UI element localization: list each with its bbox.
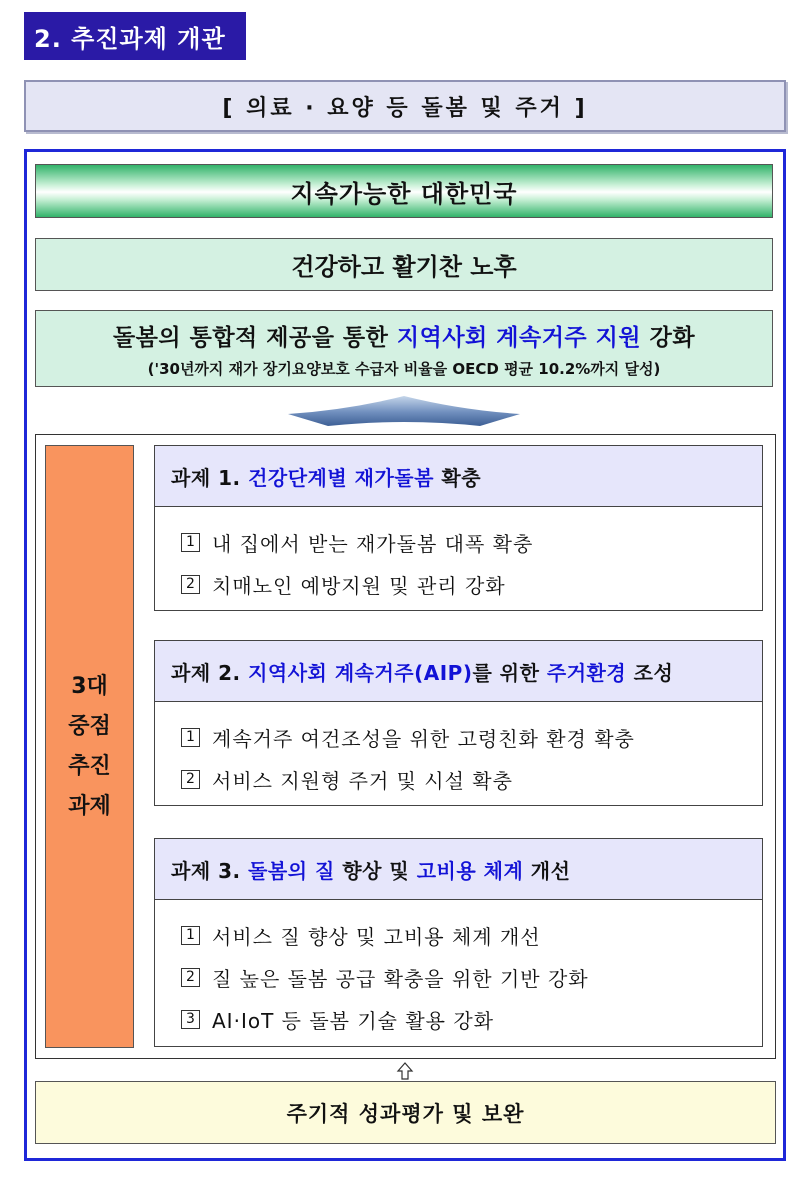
strategy-part1: 돌봄의 통합적 제공을 통한 bbox=[112, 324, 397, 351]
number-box-icon: 1 bbox=[181, 728, 200, 747]
side-label-text: 3대 중점 추진 과제 bbox=[68, 673, 111, 819]
task-1-header bbox=[154, 445, 763, 507]
task-3-seg-0: 돌봄의 질 bbox=[248, 858, 335, 883]
strategy-box bbox=[35, 310, 773, 387]
task-2-seg-3: 조성 bbox=[626, 660, 674, 685]
task-1-seg-0: 건강단계별 재가돌봄 bbox=[248, 465, 434, 490]
number-box-icon: 1 bbox=[181, 926, 200, 945]
number-box-icon: 3 bbox=[181, 1010, 200, 1029]
number-box-icon: 2 bbox=[181, 968, 200, 987]
vision-box: 지속가능한 대한민국 bbox=[35, 164, 773, 218]
task-3-item-1-text: 서비스 질 향상 및 고비용 체계 개선 bbox=[212, 924, 541, 949]
number-box-icon: 2 bbox=[181, 575, 200, 594]
goal-box: 건강하고 활기찬 노후 bbox=[35, 238, 773, 291]
task-3-item-2-text: 질 높은 돌봄 공급 확충을 위한 기반 강화 bbox=[212, 966, 589, 991]
task-2-item-2 bbox=[181, 758, 762, 800]
task-3-item-1 bbox=[181, 914, 762, 956]
task-2-body bbox=[154, 702, 763, 806]
task-3-seg-1: 향상 및 bbox=[334, 858, 417, 883]
task-3-header bbox=[154, 838, 763, 900]
category-bar: [ 의료 · 요양 등 돌봄 및 주거 ] bbox=[24, 80, 786, 132]
task-3-seg-2: 고비용 체계 bbox=[416, 858, 524, 883]
evaluation-bar: 주기적 성과평가 및 보완 bbox=[35, 1081, 776, 1144]
task-2-header bbox=[154, 640, 763, 702]
strategy-subtext: ('30년까지 재가 장기요양보호 수급자 비율을 OECD 평균 10.2%까지 달성) bbox=[147, 359, 661, 378]
task-3-item-3 bbox=[181, 998, 762, 1040]
task-3-prefix: 과제 3. bbox=[171, 858, 249, 883]
task-2-prefix: 과제 2. bbox=[171, 660, 249, 685]
task-1-prefix: 과제 1. bbox=[171, 465, 249, 490]
strategy-line bbox=[113, 319, 695, 352]
hollow-up-arrow-icon bbox=[396, 1062, 414, 1080]
task-2-seg-2: 주거환경 bbox=[546, 660, 627, 685]
strategy-highlight: 지역사회 계속거주 지원 bbox=[396, 324, 642, 351]
task-2-seg-1: 를 위한 bbox=[472, 660, 547, 685]
number-box-icon: 2 bbox=[181, 770, 200, 789]
side-label bbox=[45, 445, 134, 1048]
task-2-item-1 bbox=[181, 716, 762, 758]
task-1-item-1 bbox=[181, 521, 762, 563]
task-1-body bbox=[154, 507, 763, 611]
task-2-item-2-text: 서비스 지원형 주거 및 시설 확충 bbox=[212, 768, 513, 793]
number-box-icon: 1 bbox=[181, 533, 200, 552]
task-1-item-1-text: 내 집에서 받는 재가돌봄 대폭 확충 bbox=[212, 531, 534, 556]
up-arrow-icon bbox=[288, 396, 520, 428]
task-3-seg-3: 개선 bbox=[523, 858, 571, 883]
task-2-item-1-text: 계속거주 여건조성을 위한 고령친화 환경 확충 bbox=[212, 726, 635, 751]
task-1-item-2-text: 치매노인 예방지원 및 관리 강화 bbox=[212, 573, 506, 598]
task-3-item-2 bbox=[181, 956, 762, 998]
task-3-item-3-text: AI·IoT 등 돌봄 기술 활용 강화 bbox=[212, 1008, 494, 1033]
task-1-seg-1: 확충 bbox=[433, 465, 482, 490]
task-2-seg-0: 지역사회 계속거주(AIP) bbox=[248, 660, 473, 685]
strategy-part2: 강화 bbox=[641, 324, 696, 351]
section-title: 2. 추진과제 개관 bbox=[24, 12, 246, 60]
task-3-body bbox=[154, 900, 763, 1047]
task-1-item-2 bbox=[181, 563, 762, 605]
